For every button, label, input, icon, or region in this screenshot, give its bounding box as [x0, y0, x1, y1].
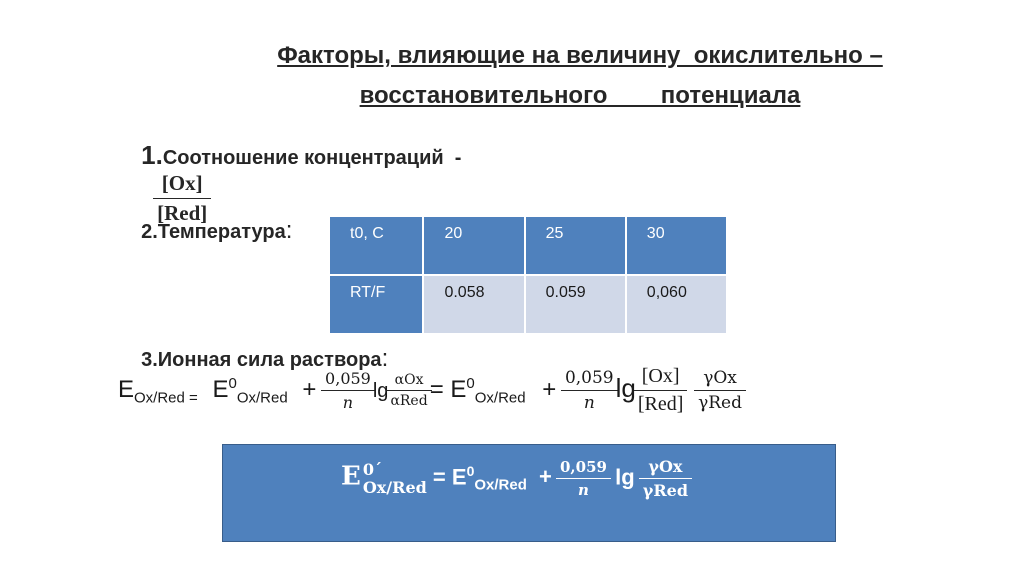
table-header-cell: 30 [626, 216, 727, 275]
ratio-numerator: [Ox] [161, 171, 203, 195]
table-cell: RT/F [329, 275, 423, 334]
table-header-row [329, 216, 727, 275]
nernst-equation [118, 365, 744, 416]
fp-plus: + [539, 464, 552, 490]
fp-e-sub: Ox/Red [362, 477, 427, 497]
fp-equals: = E [426, 464, 467, 490]
temperature-table [328, 215, 728, 335]
eq-e-sub: Ox/Red = [134, 389, 198, 407]
factor-3-colon: : [381, 345, 389, 372]
eq-equals-2: = E [429, 375, 467, 403]
eq-plus-2: + [542, 375, 557, 403]
table-cell: 0,060 [626, 275, 727, 334]
fp-coefficient: $\frac{0,059}{n}$ [558, 458, 609, 499]
eq-lg-2: lg [615, 372, 636, 403]
fp-e0-sub: Ox/Red [474, 476, 527, 494]
factor-2-colon: : [285, 217, 293, 244]
eq-e0-sub: Ox/Red [236, 389, 288, 407]
fp-lg: lg [615, 464, 635, 490]
eq-e0: E [212, 375, 229, 403]
table-cell: 0.059 [525, 275, 626, 334]
fp-e: E [341, 461, 361, 492]
table-row [329, 275, 727, 334]
formal-potential-box [222, 444, 836, 542]
eq-coefficient-1: $\frac{0,059}{n}$ [323, 369, 373, 412]
slide-title-line2: восстановительного потенциала [359, 82, 801, 109]
fp-e-sup: 0΄ [362, 459, 382, 479]
table-cell: 0.058 [423, 275, 524, 334]
eq-gamma-ratio: $\frac{\text{γOx}}{\text{γRed}}$ [696, 368, 744, 413]
eq-activity-ratio: $\frac{\text{αOx}}{\text{αRed}}$ [388, 372, 429, 409]
factor-1-number: 1. [141, 140, 163, 170]
table-header-cell: 20 [423, 216, 524, 275]
eq-e0b-sup: 0 [466, 374, 475, 392]
fp-e0-sup: 0 [466, 462, 475, 479]
factor-1-label: Соотношение концентраций - [162, 147, 462, 169]
table-header-cell: 25 [525, 216, 626, 275]
eq-plus-1: + [302, 375, 317, 403]
eq-e0-sup: 0 [228, 374, 237, 392]
factor-2-label: 2.Температура [141, 221, 286, 243]
slide-title-line1: Факторы, влияющие на величину окислительно – [277, 42, 883, 69]
fp-gamma-ratio: $\frac{\text{γOx}}{\text{γRed}}$ [641, 457, 690, 500]
eq-e0b-sub: Ox/Red [474, 389, 526, 407]
eq-coefficient-2: $\frac{0,059}{n}$ [563, 368, 616, 413]
ratio-denominator: [Red] [153, 198, 211, 226]
factor-3-label: 3.Ионная сила раствора [141, 349, 382, 371]
eq-lg-1: lg [372, 379, 389, 402]
eq-e: E [118, 375, 135, 403]
formal-potential-equation [341, 457, 690, 500]
table-header-cell: t0, C [329, 216, 423, 275]
eq-concentration-ratio: $\frac{[Ox]}{\text{[Red]}}$ [636, 365, 686, 416]
factor-2 [130, 194, 292, 245]
